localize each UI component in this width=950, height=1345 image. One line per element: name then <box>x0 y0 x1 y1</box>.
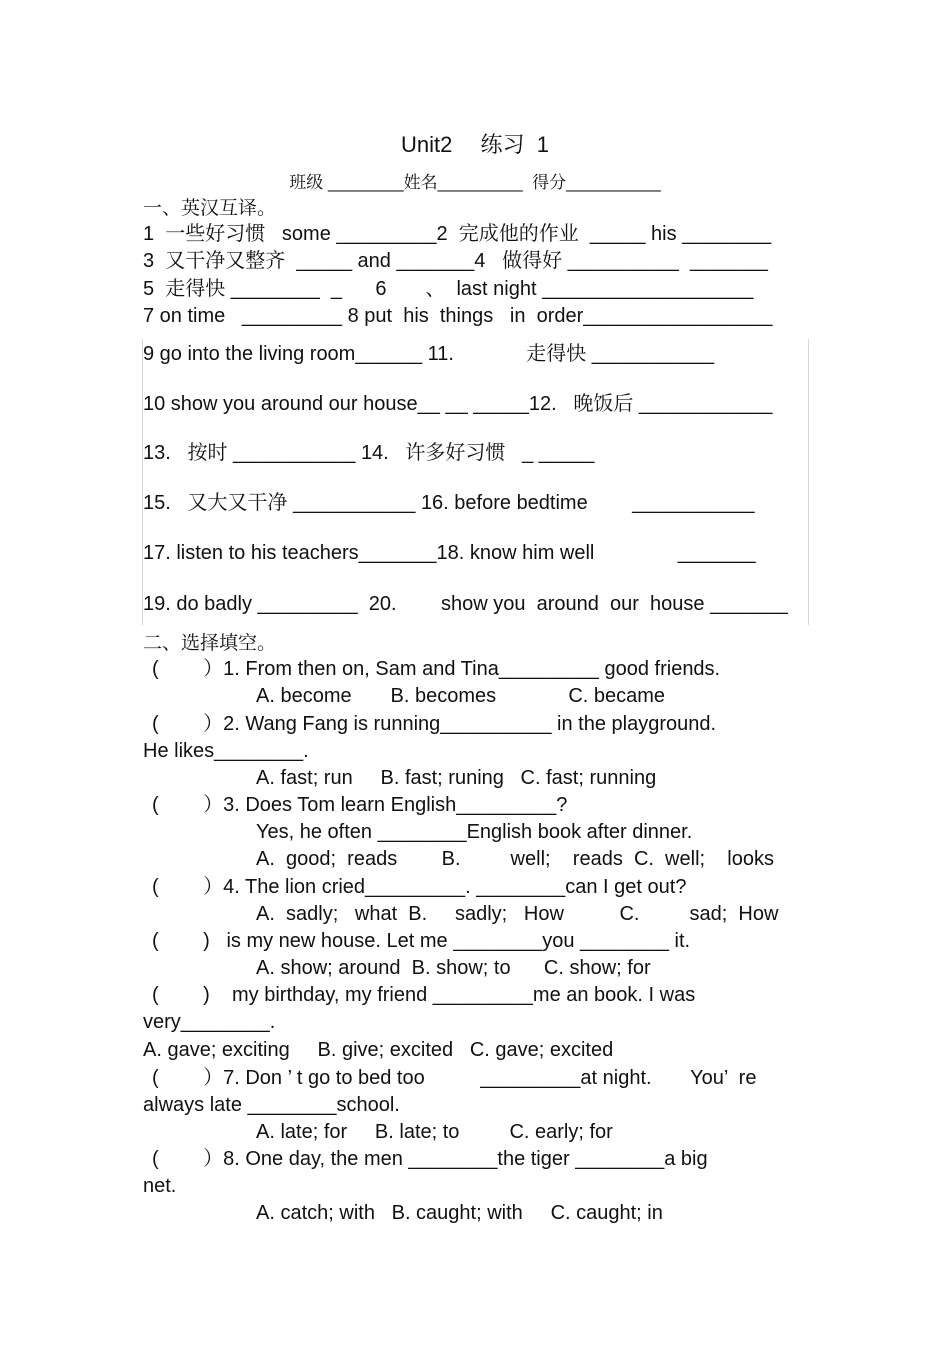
translation-line: 5 走得快 ________ _ 6 、 last night ___________________ <box>143 278 754 300</box>
question-line: ( ）2. Wang Fang is running__________ in the playground. <box>152 713 717 735</box>
question-line: He likes________. <box>143 740 309 762</box>
question-line: Yes, he often ________English book after dinner. <box>256 821 693 843</box>
translation-line: 7 on time _________ 8 put his things in order_________________ <box>143 305 773 327</box>
translation-table <box>142 339 809 625</box>
question-line: ( ) is my new house. Let me ________you ________ it. <box>152 930 691 952</box>
translation-line: 3 又干净又整齐 _____ and _______4 做得好 __________ _______ <box>143 250 768 272</box>
table-row: 10 show you around our house__ __ _____12. 晚饭后 ____________ <box>143 393 773 415</box>
question-line: ( ）8. One day, the men ________the tiger ________a big <box>152 1148 708 1170</box>
answer-options: A. catch; with B. caught; with C. caught; in <box>256 1202 663 1224</box>
section-1-heading: 一、英汉互译。 <box>143 197 277 219</box>
question-line: ( ）3. Does Tom learn English_________? <box>152 794 568 816</box>
question-line: ( ）7. Don ’ t go to bed too _________at night. You’ re <box>152 1067 757 1089</box>
translation-line: 1 一些好习惯 some _________2 完成他的作业 _____ his ________ <box>143 223 772 245</box>
answer-options: A. become B. becomes C. became <box>256 685 666 707</box>
question-line: ( ）1. From then on, Sam and Tina_________ good friends. <box>152 658 721 680</box>
question-line: ( ) my birthday, my friend _________me an book. I was <box>152 984 696 1006</box>
table-row: 9 go into the living room______ 11. 走得快 ___________ <box>143 343 715 365</box>
question-line: always late ________school. <box>143 1094 400 1116</box>
table-row: 13. 按时 ___________ 14. 许多好习惯 _ _____ <box>143 442 595 464</box>
question-line: very________. <box>143 1011 276 1033</box>
table-row: 19. do badly _________ 20. show you around our house _______ <box>143 593 788 615</box>
answer-options: A. sadly; what B. sadly; How C. sad; How <box>256 903 779 925</box>
answer-options: A. fast; run B. fast; runing C. fast; running <box>256 767 657 789</box>
question-line: net. <box>143 1175 177 1197</box>
page-title: Unit2 练习 1 <box>401 132 549 157</box>
answer-options: A. late; for B. late; to C. early; for <box>256 1121 613 1143</box>
answer-options: A. good; reads B. well; reads C. well; looks <box>256 848 774 870</box>
table-row: 15. 又大又干净 ___________ 16. before bedtime ___________ <box>143 492 755 514</box>
answer-options: A. show; around B. show; to C. show; for <box>256 957 651 979</box>
student-info-line: 班级 ________姓名_________ 得分__________ <box>289 173 661 192</box>
question-line: ( ）4. The lion cried_________. ________can I get out? <box>152 876 687 898</box>
section-2-heading: 二、选择填空。 <box>143 632 277 654</box>
table-row: 17. listen to his teachers_______18. know him well _______ <box>143 542 756 564</box>
answer-options: A. gave; exciting B. give; excited C. gave; excited <box>143 1039 614 1061</box>
